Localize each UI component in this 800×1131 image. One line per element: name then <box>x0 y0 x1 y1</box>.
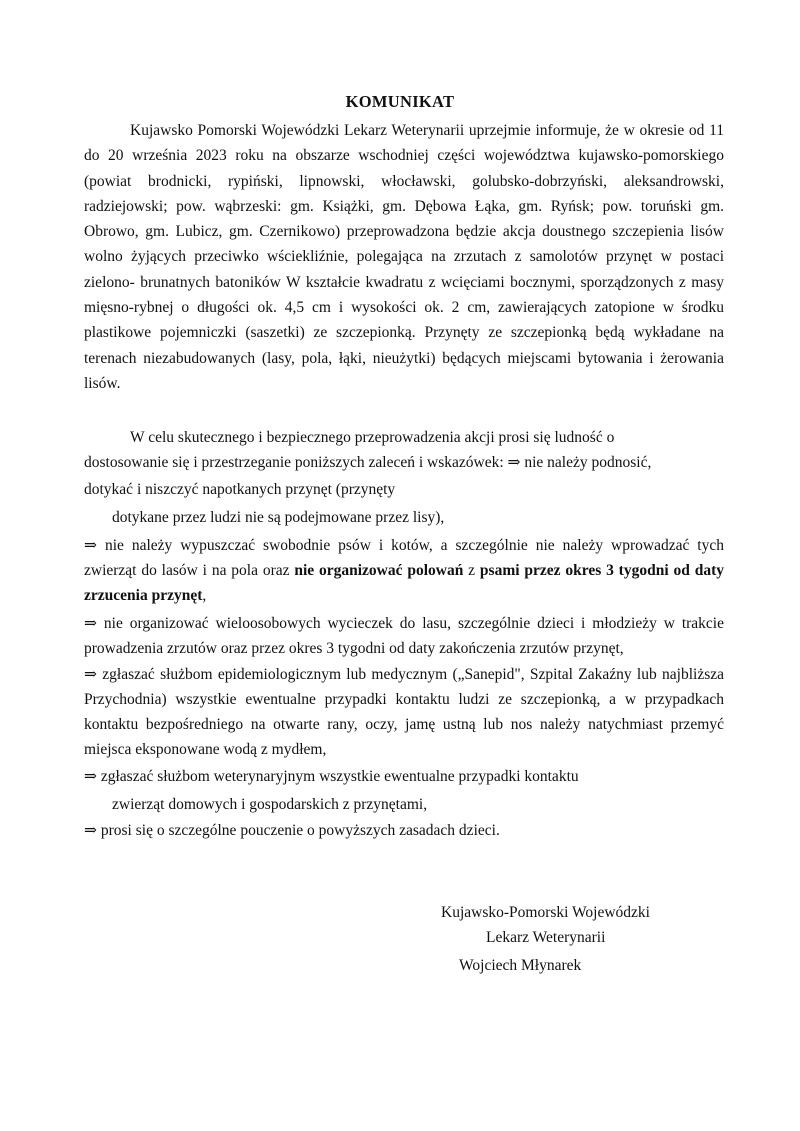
document-title: KOMUNIKAT <box>345 92 455 111</box>
signature-office: Kujawsko-Pomorski Wojewódzki <box>441 904 650 921</box>
recommendation-item-children: ⇒ prosi się o szczególne pouczenie o powyższych zasadach dzieci. <box>84 822 500 839</box>
announcement-paragraph: Kujawsko Pomorski Wojewódzki Lekarz Weterynarii uprzejmie informuje, że w okresie od 11 do 20 września 2023 roku na obszarze wschodniej części województwa kujawsko-pomorskiego (powiat brodnicki, rypiński, lipnowski, włocławski, golubsko-dobrzyński, aleksandrowski, radziejowski; pow. wąbrzeski: gm. Książki, gm. Dębowa Łąka, gm. Ryńsk; pow. toruński gm. Obrowo, gm. Lubicz, gm. Czernikowo) przeprowadzona będzie akcja doustnego szczepienia lisów wolno żyjących przeciwko wściekliźnie, polegająca na zrzutach z samolotów przynęt w postaci zielono- brunatnych batoników W kształcie kwadratu z wcięciami bocznymi, sporządzonych z masy mięsno-rybnej o długości ok. 4,5 cm i wysokości ok. 2 cm, zawierających zatopione w środku plastikowe pojemniczki (saszetki) ze szczepionką. Przynęty ze szczepionką będą wykładane na terenach niezabudowanych (lasy, pola, łąki, nieużytki) będących miejscami bytowania i żerowania lisów. <box>84 122 724 392</box>
recommendation-item-report-vet-line-2: zwierząt domowych i gospodarskich z przynętami, <box>112 796 428 813</box>
recommendations-intro-line-4: dotykane przez ludzi nie są podejmowane przez lisy), <box>112 509 445 526</box>
signature-title: Lekarz Weterynarii <box>486 929 606 946</box>
recommendation-item-pets <box>84 533 724 608</box>
recommendation-item-report-medical: ⇒ zgłaszać służbom epidemiologicznym lub medycznym („Sanepid", Szpital Zakaźny lub najbliższa Przychodnia) wszystkie ewentualne przypadki kontaktu ludzi ze szczepionką, a w przypadkach kontaktu bezpośredniego na otwarte rany, oczy, jamę ustną lub nos należy natychmiast przemyć miejsca eksponowane wodą z mydłem, <box>84 666 724 758</box>
recommendations-intro-line-1: W celu skutecznego i bezpiecznego przeprowadzenia akcji prosi się ludność o <box>130 429 615 446</box>
recommendations-intro-line-2: dostosowanie się i przestrzeganie poniższych zaleceń i wskazówek: ⇒ nie należy podnosić, <box>84 454 652 471</box>
recommendations-intro-line-3: dotykać i niszczyć napotkanych przynęt (przynęty <box>84 481 396 498</box>
signature-name: Wojciech Młynarek <box>459 957 582 974</box>
recommendation-item-trips: ⇒ nie organizować wieloosobowych wycieczek do lasu, szczególnie dzieci i młodzieży w trakcie prowadzenia zrzutów oraz przez okres 3 tygodni od daty zakończenia zrzutów przynęt, <box>84 615 724 657</box>
item-pets-text-2: z <box>463 562 480 579</box>
item-pets-text-3: , <box>202 587 207 604</box>
item-pets-bold-1: nie organizować polowań <box>294 562 464 579</box>
recommendation-item-report-vet-line-1: ⇒ zgłaszać służbom weterynaryjnym wszystkie ewentualne przypadki kontaktu <box>84 768 579 785</box>
item-pets-text-1: ⇒ nie należy wypuszczać swobodnie psów i kotów, a szczególnie nie należy wprowadzać tych zwierząt do lasów i na pola oraz <box>84 537 724 579</box>
item-pets-bold-2: psami przez okres 3 tygodni od daty zrzucenia przynęt <box>84 562 724 604</box>
